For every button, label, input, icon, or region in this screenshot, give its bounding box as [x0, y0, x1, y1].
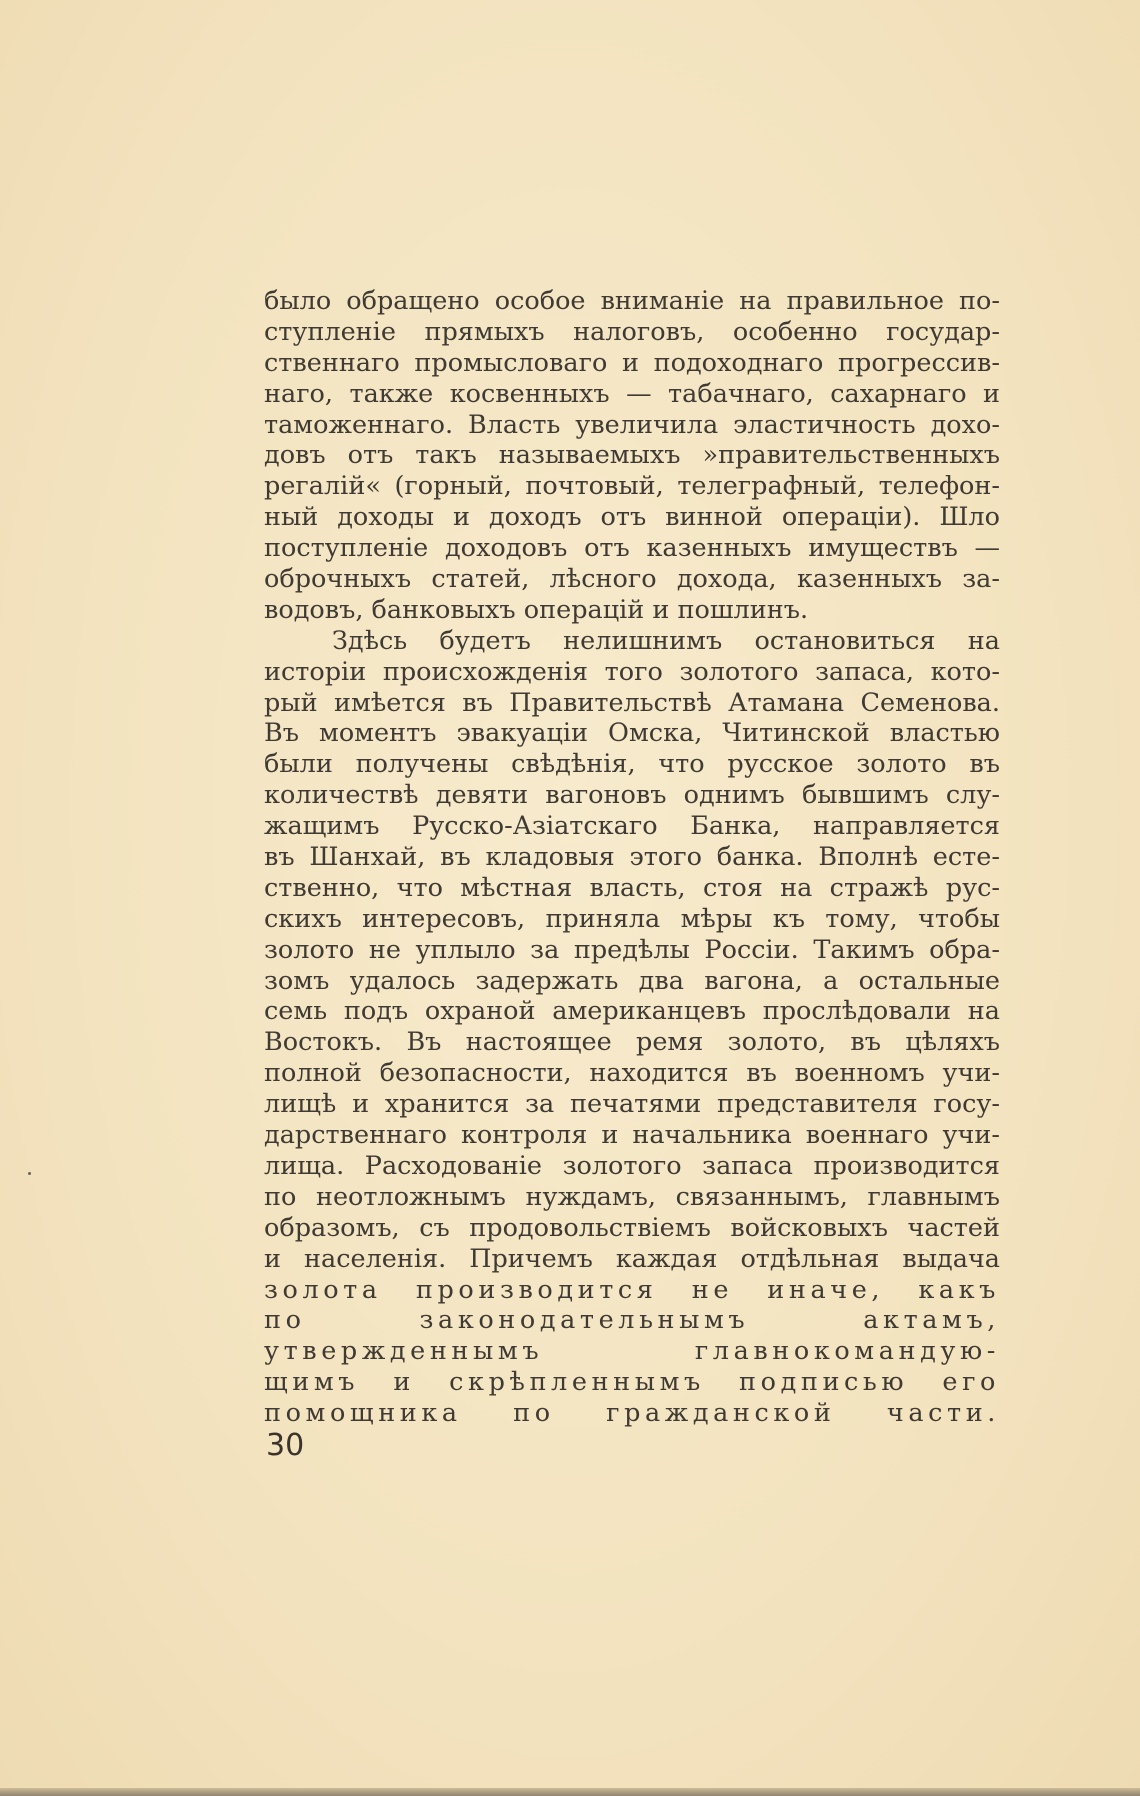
text-line: Востокъ. Въ настоящее ремя золото, въ цѣляхъ: [264, 1027, 1000, 1058]
text-line: довъ отъ такъ называемыхъ »правительственныхъ: [264, 440, 1000, 471]
text-line: полной безопасности, находится въ военномъ учи-: [264, 1058, 1000, 1089]
text-line: золото не уплыло за предѣлы Россіи. Такимъ обра-: [264, 934, 1000, 965]
text-line: поступленіе доходовъ отъ казенныхъ имуществъ —: [264, 533, 1000, 564]
text-line: были получены свѣдѣнія, что русское золото въ: [264, 749, 1000, 780]
text-line: Въ моментъ эвакуаціи Омска, Читинской властью: [264, 718, 1000, 749]
text-line: оброчныхъ статей, лѣсного дохода, казенныхъ за-: [264, 564, 1000, 595]
text-line: ный доходы и доходъ отъ винной операціи). Шло: [264, 502, 1000, 533]
text-line: щимъ и скрѣпленнымъ подписью его: [264, 1367, 1000, 1398]
text-line: зомъ удалось задержать два вагона, а остальные: [264, 965, 1000, 996]
text-line: лища. Расходованіе золотого запаса производится: [264, 1150, 1000, 1181]
text-line: семь подъ охраной американцевъ прослѣдовали на: [264, 996, 1000, 1027]
text-line: по неотложнымъ нуждамъ, связаннымъ, главнымъ: [264, 1181, 1000, 1212]
text-line: исторіи происхожденія того золотого запаса, кото-: [264, 656, 1000, 687]
text-line: наго, также косвенныхъ — табачнаго, сахарнаго и: [264, 378, 1000, 409]
text-line: Здѣсь будетъ нелишнимъ остановиться на: [332, 625, 1000, 656]
text-line: ступленіе прямыхъ налоговъ, особенно государ-: [264, 316, 1000, 347]
body-text: [264, 286, 1000, 1429]
text-line: таможеннаго. Власть увеличила эластичность дохо-: [264, 409, 1000, 440]
text-line: золота производится не иначе, какъ: [264, 1274, 1000, 1305]
text-line: жащимъ Русско-Азіатскаго Банка, направляется: [264, 811, 1000, 842]
page-number: 30: [266, 1428, 305, 1463]
text-line: образомъ, съ продовольствіемъ войсковыхъ частей: [264, 1212, 1000, 1243]
text-line: дарственнаго контроля и начальника военнаго учи-: [264, 1120, 1000, 1151]
text-line: водовъ, банковыхъ операцій и пошлинъ.: [264, 594, 809, 625]
text-line: ственно, что мѣстная власть, стоя на стражѣ рус-: [264, 872, 1000, 903]
text-line: помощника по гражданской части.: [264, 1398, 1000, 1429]
page-bottom-edge: [0, 1788, 1140, 1796]
text-line: утвержденнымъ главнокомандую-: [264, 1336, 1000, 1367]
text-line: въ Шанхай, въ кладовыя этого банка. Вполнѣ есте-: [264, 842, 1000, 873]
text-line: ственнаго промысловаго и подоходнаго прогрессив-: [264, 347, 1000, 378]
text-line: количествѣ девяти вагоновъ однимъ бывшимъ слу-: [264, 780, 1000, 811]
text-line: было обращено особое вниманіе на правильное по-: [264, 286, 1000, 316]
text-line: регалій« (горный, почтовый, телеграфный, телефон-: [264, 471, 1000, 502]
text-line: и населенія. Причемъ каждая отдѣльная выдача: [264, 1243, 1000, 1274]
text-line: рый имѣется въ Правительствѣ Атамана Семенова.: [264, 687, 1000, 718]
text-line: по законодательнымъ актамъ,: [264, 1305, 1000, 1336]
text-line: скихъ интересовъ, приняла мѣры къ тому, чтобы: [264, 903, 1000, 934]
paper-speck: [28, 1172, 31, 1175]
text-line: лищѣ и хранится за печатями представителя госу-: [264, 1089, 1000, 1120]
